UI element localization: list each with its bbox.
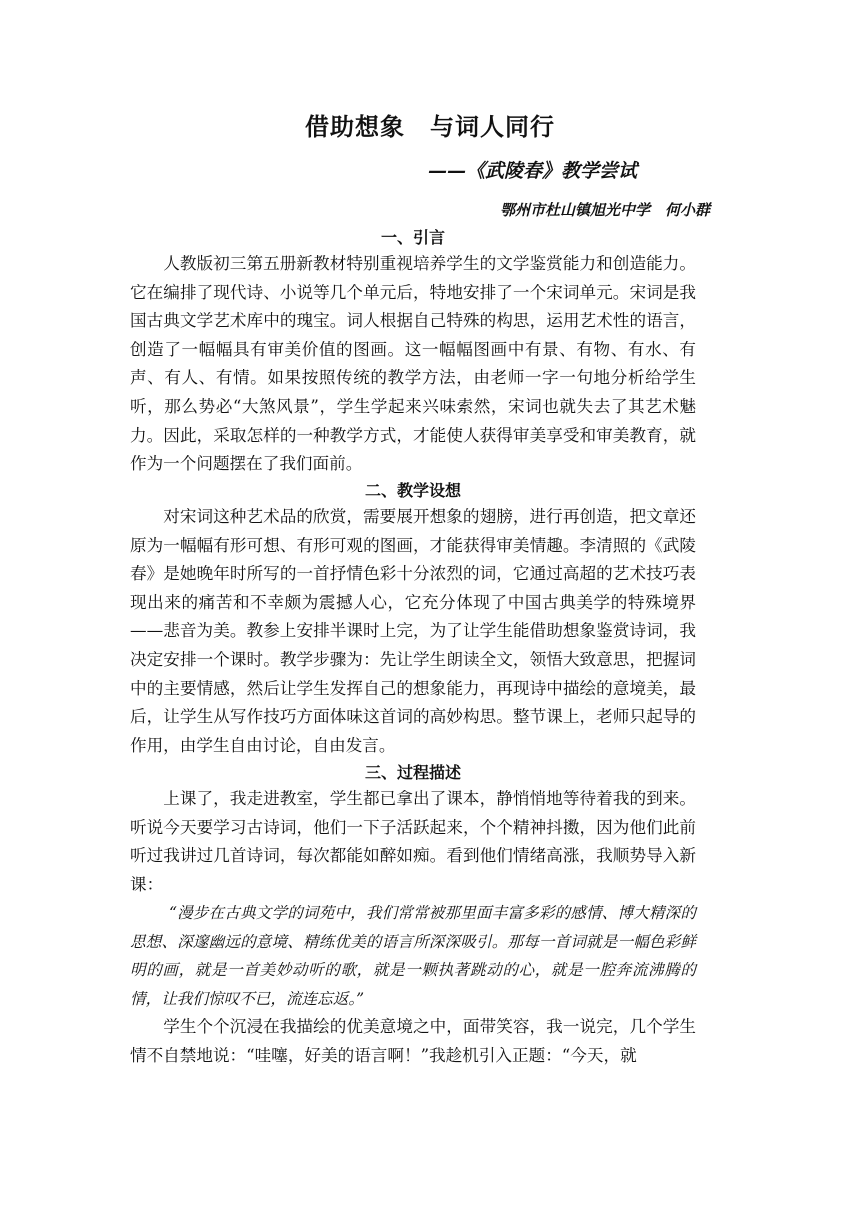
paragraph-introduction: 人教版初三第五册新教材特别重视培养学生的文学鉴赏能力和创造能力。它在编排了现代诗、小说等几个单元后，特地安排了一个宋词单元。宋词是我国古典文学艺术库中的瑰宝。词人根据自己特殊的构思，运用艺术性的语言，创造了一幅幅具有审美价值的图画。这一幅幅图画中有景、有物、有水、有声、有人、有情。如果按照传统的教学方法，由老师一字一句地分析给学生听，那么势必“大煞风景”，学生学起来兴味索然，宋词也就失去了其艺术魅力。因此，采取怎样的一种教学方式，才能使人获得审美享受和审美教育，就作为一个问题摆在了我们面前。 [130, 254, 696, 474]
document-title: 借助想象 与词人同行 [305, 113, 555, 141]
paragraph-teaching-plan: 对宋词这种艺术品的欣赏，需要展开想象的翅膀，进行再创造，把文章还原为一幅幅有形可想、有形可观的图画，才能获得审美情趣。李清照的《武陵春》是她晚年时所写的一首抒情色彩十分浓烈的词，它通过高超的艺术技巧表现出来的痛苦和不幸颇为震撼人心，它充分体现了中国古典美学的特殊境界——悲音为美。教参上安排半课时上完，为了让学生能借助想象鉴赏诗词，我决定安排一个课时。教学步骤为：先让学生朗读全文，领悟大致意思，把握词中的主要情感，然后让学生发挥自己的想象能力，再现诗中描绘的意境美，最后，让学生从写作技巧方面体味这首词的高妙构思。整节课上，老师只起导的作用，由学生自由讨论，自由发言。 [130, 507, 696, 755]
section-heading-teaching-plan: 二、教学设想 [364, 481, 461, 500]
document-subtitle: ——《武陵春》教学尝试 [428, 160, 638, 182]
section-heading-introduction: 一、引言 [380, 228, 445, 247]
paragraph-process-intro: 上课了，我走进教室，学生都已拿出了课本，静悄悄地等待着我的到来。听说今天要学习古诗词，他们一下子活跃起来，个个精神抖擞，因为他们此前听过我讲过几首诗词，每次都能如醉如痴。看到他们情绪高涨，我顺势导入新课： [130, 789, 696, 894]
author-line: 鄂州市杜山镇旭光中学 何小群 [499, 201, 710, 219]
quote-block: “漫步在古典文学的词苑中，我们常常被那里面丰富多彩的感情、博大精深的思想、深邃幽远的意境、精练优美的语言所深深吸引。那每一首词就是一幅色彩鲜明的画，就是一首美妙动听的歌，就是一颗执著跳动的心，就是一腔奔流沸腾的情，让我们惊叹不已，流连忘返。” [130, 904, 696, 1008]
paragraph-after-quote: 学生个个沉浸在我描绘的优美意境之中，面带笑容，我一说完，几个学生情不自禁地说：“哇噻，好美的语言啊！”我趁机引入正题：“今天，就 [130, 1017, 696, 1065]
section-heading-process: 三、过程描述 [364, 763, 461, 782]
